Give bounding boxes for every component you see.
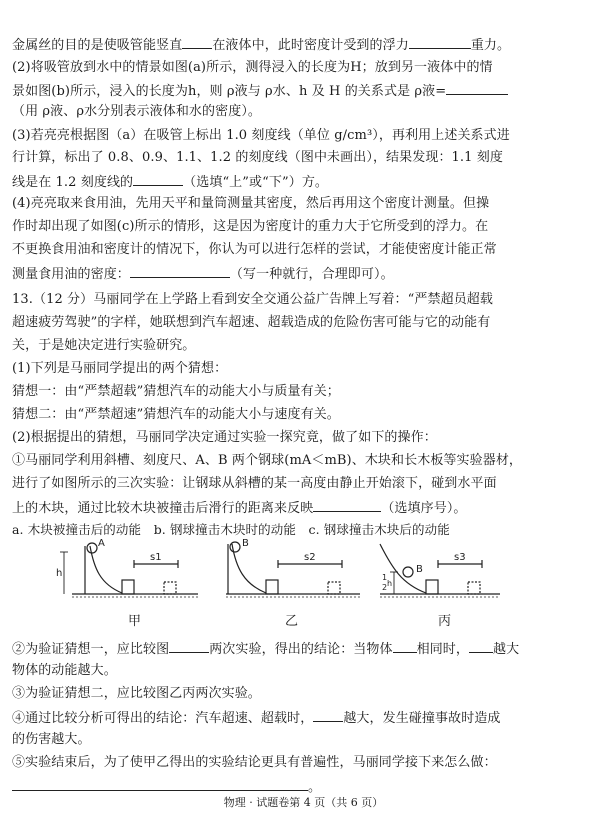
q13-line12: ②为验证猜想一，应比较图 两次实验，得出的结论：当物体 相同时， 越大 xyxy=(12,642,520,657)
answer-blank[interactable] xyxy=(409,36,471,49)
figure-jia xyxy=(60,543,198,597)
q13-line17: ⑤实验结束后，为了使甲乙得出的实验结论更具有普遍性，马丽同学接下来怎么做： xyxy=(12,755,497,770)
page-footer: 物理 · 试题卷第 4 页（共 6 页） xyxy=(223,796,384,809)
q13-line14: ③为验证猜想二，应比较图乙丙两次实验。 xyxy=(12,686,261,701)
figure-bing xyxy=(380,544,500,597)
q12-line11: 测量食用油的密度： （写一种就行，合理即可）。 xyxy=(12,267,394,282)
figure-caption-bing: 丙 xyxy=(438,614,452,629)
ball-b-label: B xyxy=(416,564,423,575)
q12-line6: 行计算，标出了 0.8、0.9、1.1、1.2 的刻度线（图中未画出），结果发现：1.1 刻度 xyxy=(12,150,503,165)
answer-blank[interactable] xyxy=(12,778,308,791)
q12-line8: (4)亮亮取来食用油，先用天平和量筒测量其密度，然后再用这个密度计测量。但操 xyxy=(12,196,490,211)
ball-b-label: B xyxy=(242,538,249,549)
q12-line4: （用 ρ液、ρ水分别表示液体和水的密度）。 xyxy=(12,104,262,119)
half-height-denominator: 2 xyxy=(382,583,388,592)
q13-line15: ④通过比较分析可得出的结论：汽车超速、超载时， 越大，发生碰撞事故时造成 xyxy=(12,711,501,726)
experiment-figure xyxy=(30,538,510,608)
q12-line7: 线是在 1.2 刻度线的 （选填“上”或“下”）方。 xyxy=(12,175,329,190)
answer-blank[interactable] xyxy=(393,640,417,653)
q12-line1: 金属丝的目的是使吸管能竖直 在液体中，此时密度计受到的浮力 重力。 xyxy=(12,38,511,53)
q12-line2: (2)将吸管放到水中的情景如图(a)所示，测得浸入的长度为H；放到另一液体中的情 xyxy=(12,60,493,75)
q13-line2: 超速疲劳驾驶”的字样，她联想到汽车超速、超载造成的危险伤害可能与它的动能有 xyxy=(12,315,491,330)
q13-line10: 上的木块，通过比较木块被撞击后滑行的距离来反映 （选填序号）。 xyxy=(12,501,467,516)
q13-line6: 猜想二：由“严禁超速”猜想汽车的动能大小与速度有关。 xyxy=(12,407,340,422)
q13-line5: 猜想一：由“严禁超载”猜想汽车的动能大小与质量有关； xyxy=(12,384,340,399)
q13-line13: 物体的动能越大。 xyxy=(12,663,117,678)
figure-caption-yi: 乙 xyxy=(285,614,299,629)
height-label: h xyxy=(56,568,63,579)
figure-yi xyxy=(226,542,360,597)
q13-line18: 。 xyxy=(12,778,321,796)
q13-line1: 13.（12 分）马丽同学在上学路上看到安全交通公益广告牌上写着：“严禁超员超载 xyxy=(12,292,493,307)
q13-line9: 进行了如图所示的三次实验：让钢球从斜槽的某一高度由静止开始滚下，碰到水平面 xyxy=(12,476,497,491)
ball-a-label: A xyxy=(98,538,105,549)
answer-blank[interactable] xyxy=(313,709,343,722)
answer-blank[interactable] xyxy=(446,82,508,95)
q13-options: a. 木块被撞击后的动能 b. 钢球撞击木块时的动能 c. 钢球撞击木块后的动能 xyxy=(12,522,450,537)
answer-blank[interactable] xyxy=(130,265,230,278)
q13-line16: 的伤害越大。 xyxy=(12,732,91,747)
answer-blank[interactable] xyxy=(313,499,381,512)
q13-line7: (2)根据提出的猜想，马丽同学决定通过实验一探究竟，做了如下的操作： xyxy=(12,430,437,445)
answer-blank[interactable] xyxy=(133,173,183,186)
q12-line9: 作时却出现了如图(c)所示的情形，这是因为密度计的重力大于它所受到的浮力。在 xyxy=(12,219,489,234)
distance-s2-label: s2 xyxy=(304,552,316,563)
q13-line8: ①马丽同学利用斜槽、刻度尺、A、B 两个钢球(mA＜mB)、木块和长木板等实验器材， xyxy=(12,453,523,468)
distance-s1-label: s1 xyxy=(150,552,162,563)
figure-caption-jia: 甲 xyxy=(128,614,142,629)
half-height-numerator: 1 xyxy=(382,573,388,582)
q12-line10: 不更换食用油和密度计的情况下，你认为可以进行怎样的尝试，才能使密度计能正常 xyxy=(12,242,497,257)
distance-s3-label: s3 xyxy=(454,552,466,563)
answer-blank[interactable] xyxy=(182,36,212,49)
q13-line3: 关，于是她决定进行实验研究。 xyxy=(12,338,196,353)
q13-line4: (1)下列是马丽同学提出的两个猜想： xyxy=(12,361,228,376)
half-height-h: h xyxy=(387,579,393,588)
answer-blank[interactable] xyxy=(169,640,209,653)
answer-blank[interactable] xyxy=(469,640,493,653)
q12-line3: 景如图(b)所示，浸入的长度为h，则 ρ液与 ρ水、h 及 H 的关系式是 ρ液= xyxy=(12,82,508,100)
q12-line5: (3)若亮亮根据图（a）在吸管上标出 1.0 刻度线（单位 g/cm³），再利用上述关系式进 xyxy=(12,128,510,143)
